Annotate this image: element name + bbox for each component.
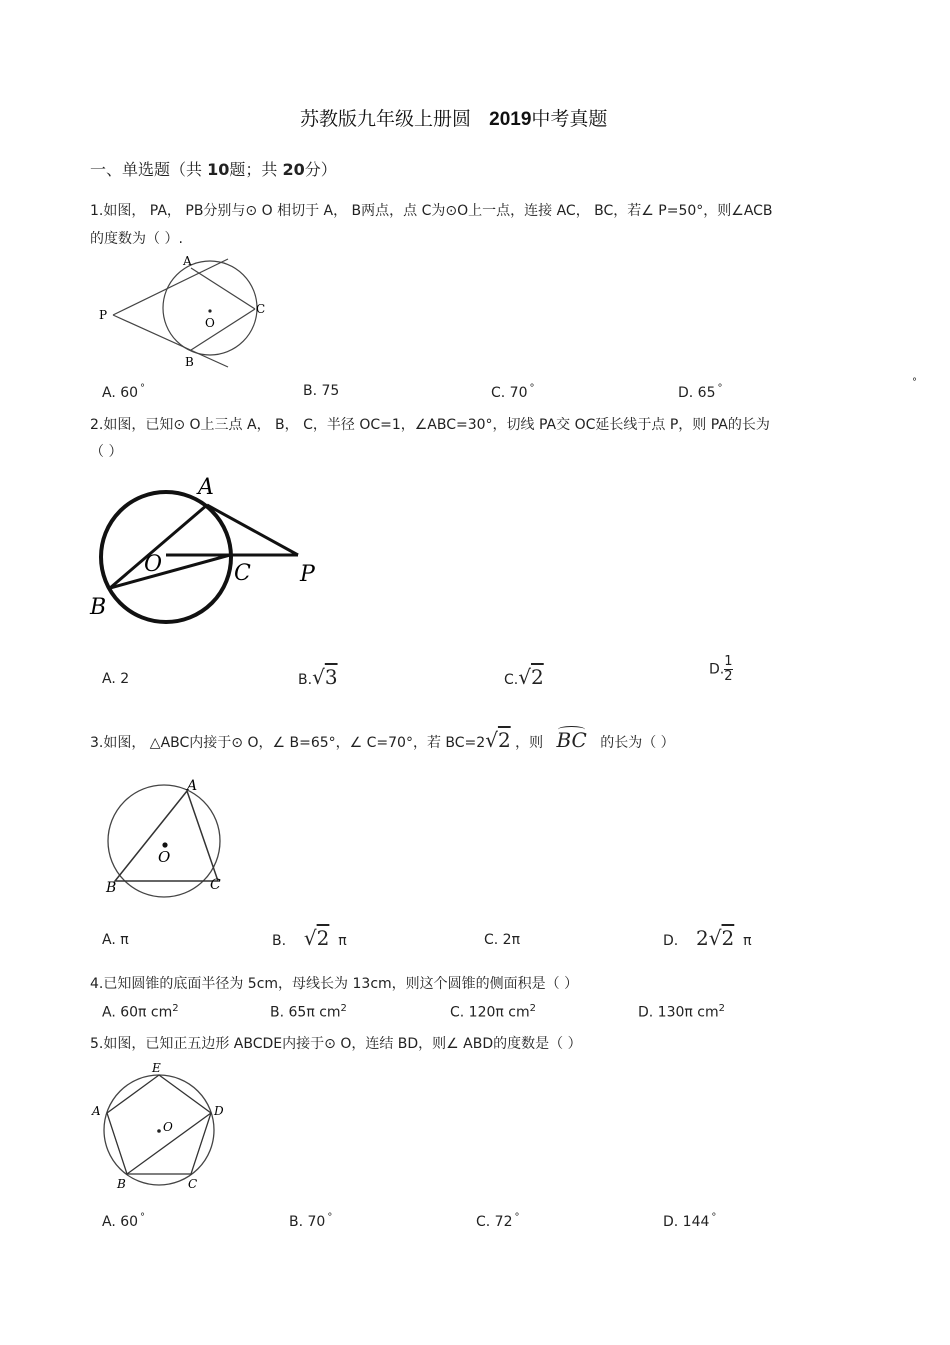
q5-label-c: C [188, 1177, 198, 1191]
section-count: 10 [207, 160, 230, 179]
q2-option-d[interactable]: D. $\frac{1}{2}$ [709, 654, 733, 684]
section-header [90, 157, 337, 180]
q5-option-b[interactable]: B. 70 ° [289, 1212, 333, 1230]
q1-tangent-pa [113, 259, 228, 315]
q2-label-b: B [90, 595, 107, 620]
title-prefix: 苏教版九年级上册圆 [300, 108, 472, 130]
q1-stray-degree: ° [912, 377, 917, 388]
q4-option-d[interactable]: D. 130π $cm^2$ [638, 1003, 725, 1021]
q1-label-c: C [256, 302, 266, 316]
q3-label-b: B [106, 880, 117, 896]
title-year: 2019 [489, 109, 532, 130]
q1-chord-ac [191, 268, 255, 309]
q2-label-p: P [300, 562, 315, 587]
q5-option-a[interactable]: A. 60 ° [102, 1212, 146, 1230]
q1-circle [163, 261, 257, 355]
q1-option-a[interactable]: A. 60 ° [102, 383, 146, 401]
q2-option-a[interactable]: A. 2 [102, 671, 130, 687]
q5-label-e: E [152, 1061, 161, 1075]
q5-diagram [92, 1060, 232, 1195]
q5-center-dot [157, 1129, 161, 1133]
q1-label-p: P [99, 308, 108, 322]
q3-circle [108, 785, 220, 897]
q2-tangent-pa [207, 505, 298, 555]
q4-option-c[interactable]: C. 120π $cm^2$ [450, 1003, 536, 1021]
section-suffix: 分） [304, 160, 337, 179]
q1-label-b: B [185, 355, 194, 369]
q2-circle [101, 492, 231, 622]
section-score: 20 [282, 160, 305, 179]
q1-center-dot [208, 309, 211, 312]
q5-label-b: B [117, 1177, 126, 1191]
q1-label-o: O [205, 316, 215, 330]
q3-option-a[interactable]: A. π [102, 932, 129, 948]
q2-text-line2: （ ） [90, 444, 123, 460]
q1-chord-bc [191, 309, 255, 350]
q1-option-b[interactable]: B. 75 [303, 383, 340, 399]
q3-center-dot [162, 842, 167, 847]
q2-text-line1: 2.如图，已知⊙ O上三点 A， B， C，半径 OC=1，∠ABC=30°，切线 PA交 OC延长线于点 P，则 PA的长为 [90, 417, 770, 433]
q5-text: 5.如图，已知正五边形 ABCDE内接于⊙ O，连结 BD，则∠ ABD的度数是（ ） [90, 1036, 582, 1052]
q3-diagram [100, 775, 235, 900]
q4-option-a[interactable]: A. 60π $cm^2$ [102, 1003, 179, 1021]
q2-option-b[interactable]: B.√3 [298, 665, 338, 689]
q5-label-o: O [163, 1120, 173, 1134]
section-mid: 题；共 [229, 160, 278, 179]
q2-option-c[interactable]: C.√2 [504, 665, 544, 689]
q5-option-c[interactable]: C. 72 ° [476, 1212, 520, 1230]
q2-label-o: O [144, 552, 163, 577]
q5-option-d[interactable]: D. 144 ° [663, 1212, 717, 1230]
q1-diagram [95, 255, 275, 375]
q1-text-line1: 1.如图， PA， PB分别与⊙ O 相切于 A， B两点，点 C为⊙O上一点，连接 AC， BC，若∠ P=50°，则∠ACB [90, 203, 773, 219]
q3-label-a: A [187, 778, 198, 794]
q2-label-a: A [198, 475, 214, 500]
q2-label-c: C [234, 561, 251, 586]
q4-text: 4.已知圆锥的底面半径为 5cm，母线长为 13cm，则这个圆锥的侧面积是（ ） [90, 976, 579, 992]
q1-text-line2: 的度数为（ ）. [90, 231, 183, 247]
q5-label-d: D [214, 1104, 224, 1118]
q1-option-c[interactable]: C. 70 ° [491, 383, 535, 401]
q1-option-d[interactable]: D. 65 ° [678, 383, 723, 401]
q4-option-b[interactable]: B. 65π $cm^2$ [270, 1003, 347, 1021]
q3-triangle [115, 791, 218, 881]
q1-label-a: A [183, 254, 192, 268]
q3-option-b[interactable]: B. √2 π [272, 926, 347, 950]
q3-option-d[interactable]: D. 2√2 π [663, 926, 752, 950]
title-suffix: 中考真题 [531, 108, 608, 130]
q3-arc-bc: BC [556, 728, 587, 752]
q3-option-c[interactable]: C. 2π [484, 932, 521, 948]
q3-text: 3.如图， △ABC内接于⊙ O，∠ B=65°，∠ C=70°，若 BC=2√2 ，则 BC 的长为（ ） [90, 728, 675, 752]
page-title [300, 104, 607, 131]
q2-diagram [88, 470, 328, 630]
section-prefix: 一、单选题（共 [90, 160, 203, 179]
q3-label-o: O [158, 848, 171, 866]
q3-label-c: C [210, 877, 221, 893]
q5-label-a: A [92, 1104, 101, 1118]
